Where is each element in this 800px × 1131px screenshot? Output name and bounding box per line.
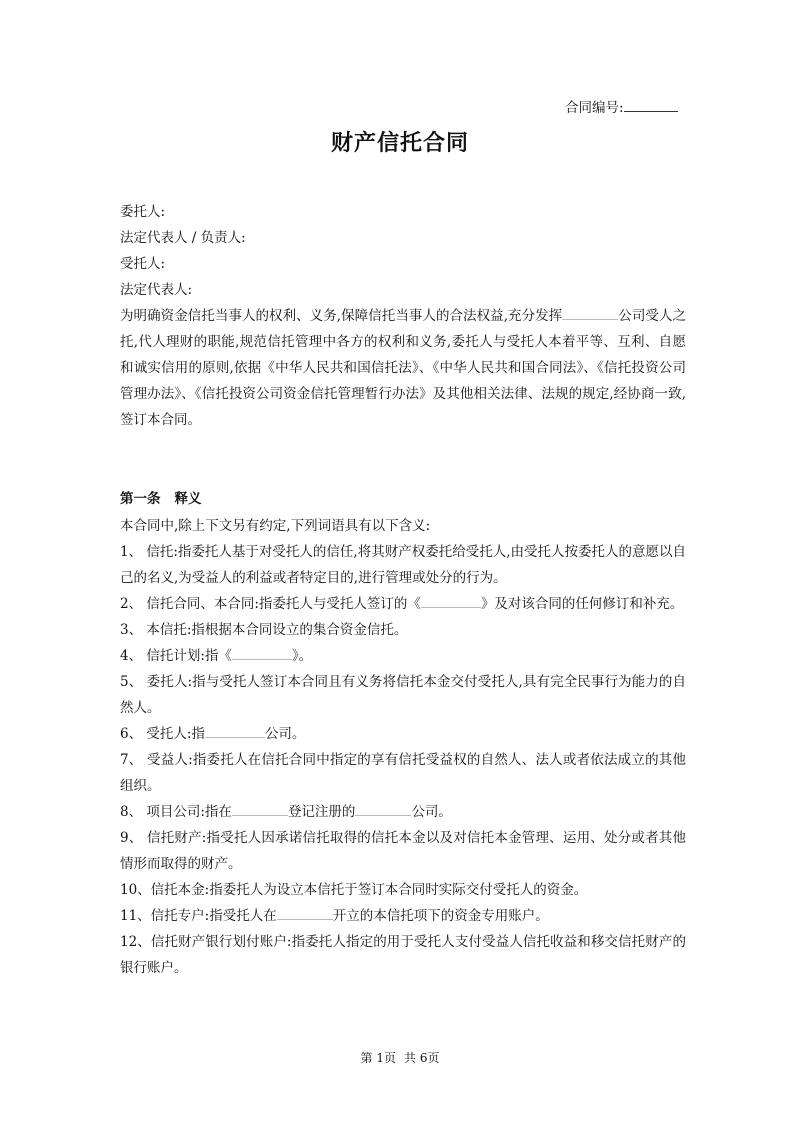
definition-item: 6、 受托人:指 公司。 bbox=[120, 726, 306, 742]
party-principal-representative: 法定代表人 / 负责人: bbox=[120, 230, 246, 246]
parties-block bbox=[120, 199, 686, 303]
definition-item: 10、信托本金:指委托人为设立本信托于签订本合同时实际交付受托人的资金。 bbox=[120, 882, 588, 898]
document-title: 财产信托合同 bbox=[330, 131, 469, 156]
contract-number-label: 合同编号: bbox=[565, 100, 624, 116]
page-total: 共 6页 bbox=[404, 1051, 440, 1065]
party-trustee-representative: 法定代表人: bbox=[120, 282, 193, 298]
definition-item: 5、 委托人:指与受托人签订本合同且有义务将信托本金交付受托人,具有完全民事行为能力的自然人。 bbox=[120, 674, 686, 716]
definition-item: 12、信托财产银行划付账户:指委托人指定的用于受托人支付受益人信托收益和移交信托财产的银行账户。 bbox=[120, 934, 686, 976]
page-footer bbox=[0, 1049, 800, 1066]
definition-item: 3、 本信托:指根据本合同设立的集合资金信托。 bbox=[120, 622, 408, 638]
intro-paragraph bbox=[120, 303, 686, 433]
article-1-number: 第一条 bbox=[120, 491, 161, 507]
definition-item: 9、 信托财产:指受托人因承诺信托取得的信托本金以及对信托本金管理、运用、处分或者其他情形而取得的财产。 bbox=[120, 830, 686, 872]
article-1-name: 释义 bbox=[174, 491, 202, 507]
party-principal: 委托人: bbox=[120, 204, 166, 220]
contract-number bbox=[565, 96, 678, 116]
article-1-heading bbox=[120, 487, 202, 507]
definition-item: 8、 项目公司:指在 登记注册的 公司。 bbox=[120, 804, 452, 820]
article-1-body bbox=[120, 513, 686, 981]
definition-item: 2、 信托合同、本合同:指委托人与受托人签订的《 》及对该合同的任何修订和补充。 bbox=[120, 596, 684, 612]
intro-blank bbox=[562, 306, 618, 320]
definition-item: 7、 受益人:指委托人在信托合同中指定的享有信托受益权的自然人、法人或者依法成立的其他组织。 bbox=[120, 752, 686, 794]
intro-text-1: 为明确资金信托当事人的权利、义务,保障信托当事人的合法权益,充分发挥 bbox=[120, 308, 563, 324]
page-number: 第 1页 bbox=[360, 1051, 396, 1065]
definition-item: 1、 信托:指委托人基于对受托人的信任,将其财产权委托给受托人,由受托人按委托人的意愿以自己的名义,为受益人的利益或者特定目的,进行管理或处分的行为。 bbox=[120, 544, 687, 586]
definition-item: 11、信托专户:指受托人在 开立的本信托项下的资金专用账户。 bbox=[120, 908, 549, 924]
party-trustee: 受托人: bbox=[120, 256, 166, 272]
definition-item: 4、 信托计划:指《 》。 bbox=[120, 648, 313, 664]
intro-text-2: 公司受人之托,代人理财的职能,规范信托管理中各方的权利和义务,委托人与受托人本着平等、互利、自愿和诚实信用的原则,依据《中华人民共和国信托法》、《中华人民共和国合同法》、《信托投资公司管理办法》、《信托投资公司资金信托管理暂行办法》及其他相关法律、法规的规定,经协商一致,签订本合同。 bbox=[120, 308, 686, 428]
article-1-lead: 本合同中,除上下文另有约定,下列词语具有以下含义: bbox=[120, 518, 431, 534]
contract-number-blank bbox=[624, 98, 678, 112]
